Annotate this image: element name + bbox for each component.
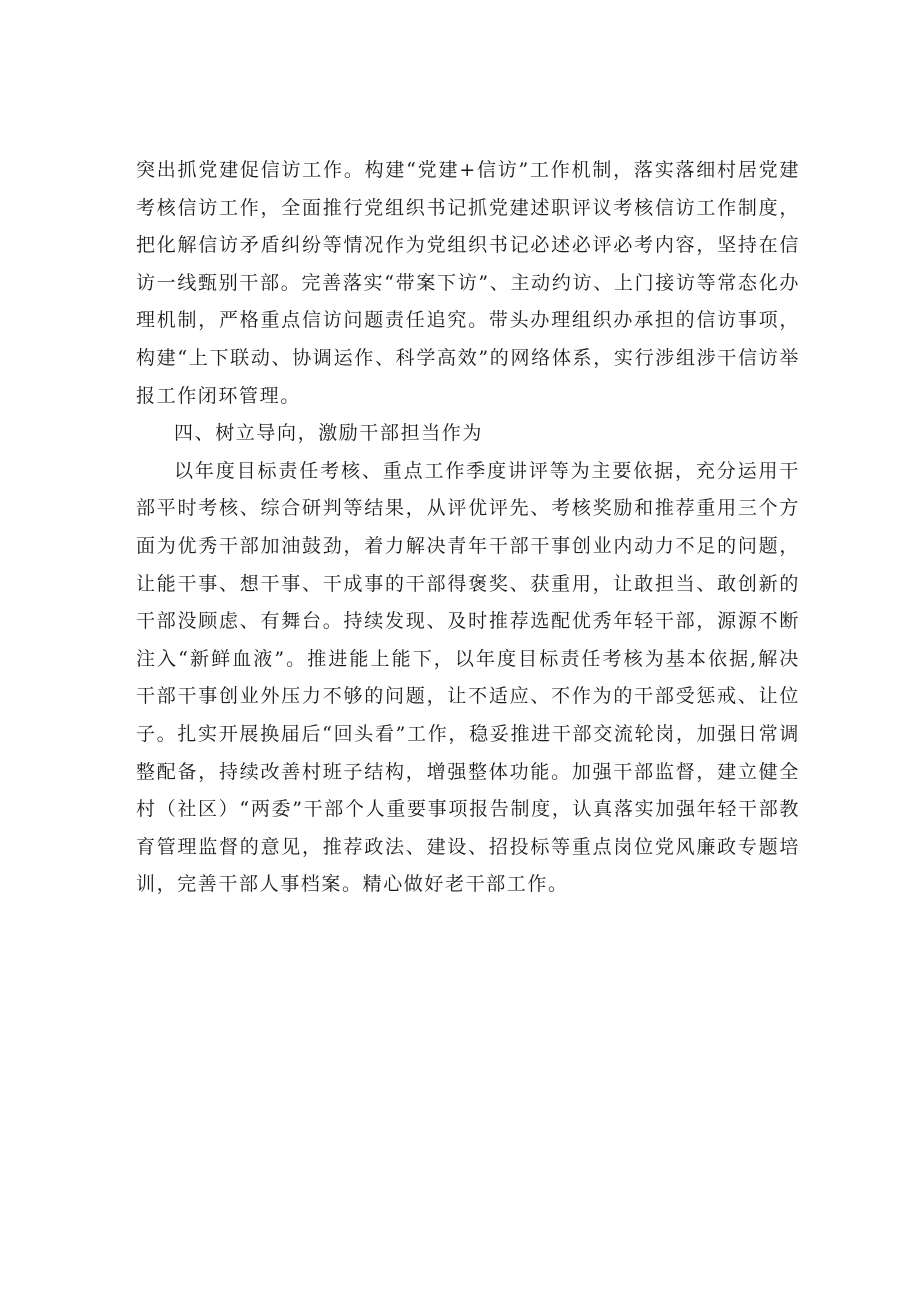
- section-heading-four: 四、树立导向，激励干部担当作为: [174, 422, 484, 445]
- paragraph-petition-work: 突出抓党建促信访工作。构建“党建+信访”工作机制，落实落细村居党建考核信访工作，全面推行党组织书记抓党建述职评议考核信访工作制度，把化解信访矛盾纠纷等情况作为党组织书记必述必评必考内容，坚持在信访一线甄别干部。完善落实“带案下访”、主动约访、上门接访等常态化办理机制，严格重点信访问题责任追究。带头办理组织办承担的信访事项，构建“上下联动、协调运作、科学高效”的网络体系，实行涉组涉干信访举报工作闭环管理。: [136, 159, 800, 407]
- paragraph-cadre-incentives: 以年度目标责任考核、重点工作季度讲评等为主要依据，充分运用干部平时考核、综合研判等结果，从评优评先、考核奖励和推荐重用三个方面为优秀干部加油鼓劲，着力解决青年干部干事创业内动力不足的问题，让能干事、想干事、干成事的干部得褒奖、获重用，让敢担当、敢创新的干部没顾虑、有舞台。持续发现、及时推荐选配优秀年轻干部，源源不断注入“新鲜血液”。推进能上能下，以年度目标责任考核为基本依据,解决干部干事创业外压力不够的问题，让不适应、不作为的干部受惩戒、让位子。扎实开展换届后“回头看”工作，稳妥推进干部交流轮岗，加强日常调整配备，持续改善村班子结构，增强整体功能。加强干部监督，建立健全村（社区）“两委”干部个人重要事项报告制度，认真落实加强年轻干部教育管理监督的意见，推荐政法、建设、招投标等重点岗位党风廉政专题培训，完善干部人事档案。精心做好老干部工作。: [136, 459, 800, 896]
- document-body: [136, 152, 800, 904]
